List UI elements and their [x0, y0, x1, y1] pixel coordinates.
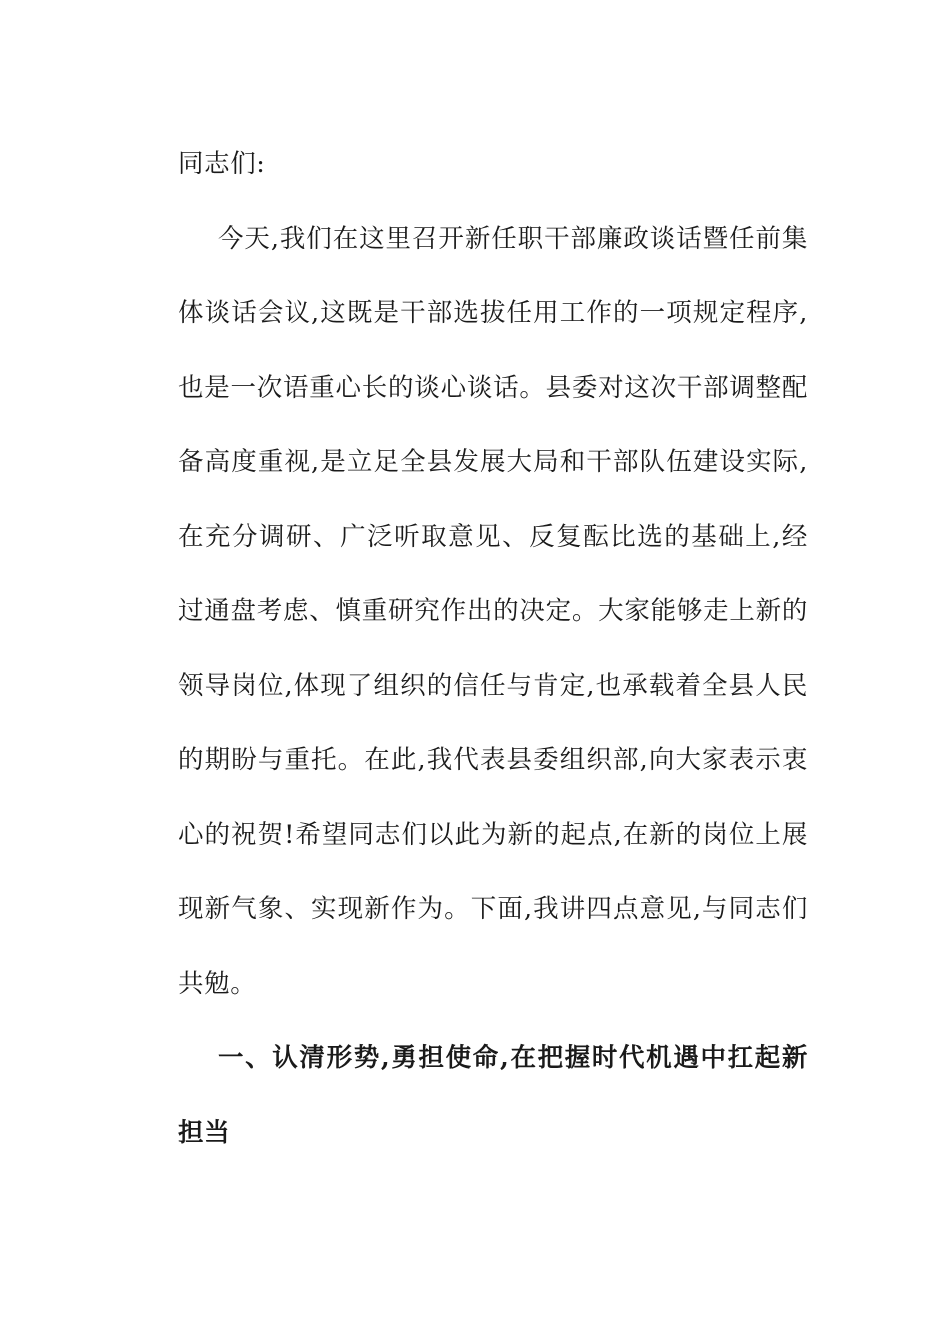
section-heading: 一、认清形势,勇担使命,在把握时代机遇中扛起新担当 — [178, 1043, 808, 1148]
document-body — [178, 127, 808, 1170]
body-paragraph: 今天,我们在这里召开新任职干部廉政谈话暨任前集体谈话会议,这既是干部选拔任用工作的一项规定程序,也是一次语重心长的谈心谈话。县委对这次干部调整配备高度重视,是立足全县发展大局和干部队伍建设实际,在充分调研、广泛听取意见、反复酝比选的基础上,经过通盘考虑、慎重研究作出的决定。大家能够走上新的领导岗位,体现了组织的信任与肯定,也承载着全县人民的期盼与重托。在此,我代表县委组织部,向大家表示衷心的祝贺!希望同志们以此为新的起点,在新的岗位上展现新气象、实现新作为。下面,我讲四点意见,与同志们共勉。 — [178, 223, 808, 999]
salutation: 同志们: — [178, 149, 266, 179]
